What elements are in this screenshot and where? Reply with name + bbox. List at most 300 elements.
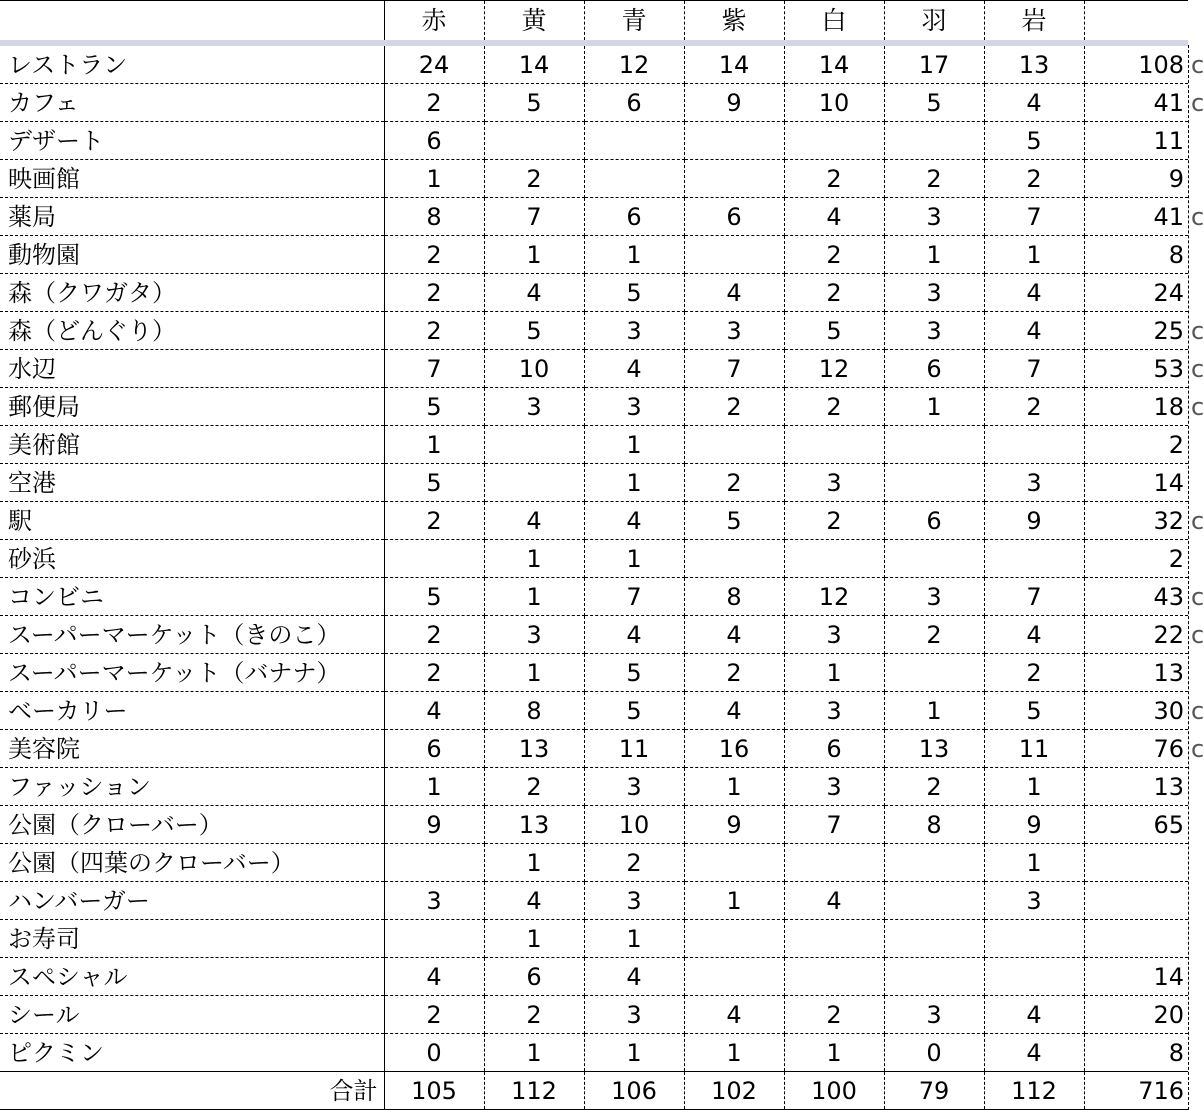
value-cell[interactable] xyxy=(584,160,684,198)
clipped-cell-text: c xyxy=(1191,735,1204,763)
value-cell[interactable]: 1 xyxy=(884,236,984,274)
value-cell[interactable]: 1 xyxy=(484,236,584,274)
value-cell[interactable]: 11 xyxy=(584,730,684,768)
row-total-cell[interactable]: 2 xyxy=(1084,540,1188,578)
clipped-cell-text: c xyxy=(1191,51,1204,79)
row-label-cell[interactable]: シール xyxy=(0,996,384,1034)
value-cell[interactable]: 1 xyxy=(884,692,984,730)
value-cell[interactable]: 2 xyxy=(984,160,1084,198)
row-total-cell[interactable]: 14 xyxy=(1084,464,1188,502)
row-total-cell[interactable]: 32 xyxy=(1084,502,1188,540)
row-total-cell[interactable] xyxy=(1084,844,1188,882)
value-cell[interactable]: 5 xyxy=(684,502,784,540)
row-label-cell[interactable]: コンビニ xyxy=(0,578,384,616)
value-cell[interactable]: 4 xyxy=(984,312,1084,350)
row-label-cell[interactable]: 動物園 xyxy=(0,236,384,274)
table-row xyxy=(0,84,1188,122)
value-cell[interactable]: 7 xyxy=(584,578,684,616)
header-row xyxy=(0,1,1188,41)
row-total-cell[interactable]: 43 xyxy=(1084,578,1188,616)
value-cell[interactable]: 5 xyxy=(584,274,684,312)
row-label-cell[interactable]: スーパーマーケット（きのこ） xyxy=(0,616,384,654)
clipped-cell-text: c xyxy=(1191,317,1204,345)
value-cell[interactable]: 1 xyxy=(384,768,484,806)
row-label-cell[interactable]: ハンバーガー xyxy=(0,882,384,920)
value-cell[interactable]: 6 xyxy=(584,84,684,122)
value-cell[interactable]: 2 xyxy=(484,768,584,806)
value-cell[interactable]: 1 xyxy=(584,426,684,464)
value-cell[interactable]: 1 xyxy=(984,236,1084,274)
value-cell[interactable]: 13 xyxy=(484,806,584,844)
value-cell[interactable]: 24 xyxy=(384,46,484,84)
value-cell[interactable] xyxy=(384,844,484,882)
value-cell[interactable] xyxy=(884,540,984,578)
value-cell[interactable] xyxy=(684,160,784,198)
value-cell[interactable]: 5 xyxy=(984,692,1084,730)
row-total-cell[interactable]: 41 xyxy=(1084,84,1188,122)
value-cell[interactable]: 12 xyxy=(784,350,884,388)
column-header-murasaki[interactable]: 紫 xyxy=(684,1,784,41)
value-cell[interactable]: 3 xyxy=(584,388,684,426)
table-row xyxy=(0,540,1188,578)
value-cell[interactable]: 2 xyxy=(384,502,484,540)
value-cell[interactable]: 9 xyxy=(984,502,1084,540)
value-cell[interactable]: 11 xyxy=(984,730,1084,768)
table-row xyxy=(0,654,1188,692)
value-cell[interactable]: 4 xyxy=(484,274,584,312)
value-cell[interactable]: 7 xyxy=(984,198,1084,236)
value-cell[interactable]: 2 xyxy=(984,654,1084,692)
column-header-hane[interactable]: 羽 xyxy=(884,1,984,41)
value-cell[interactable]: 4 xyxy=(384,692,484,730)
value-cell[interactable]: 2 xyxy=(784,996,884,1034)
value-cell[interactable]: 7 xyxy=(684,350,784,388)
value-cell[interactable]: 1 xyxy=(484,654,584,692)
value-cell[interactable]: 17 xyxy=(884,46,984,84)
value-cell[interactable]: 14 xyxy=(784,46,884,84)
value-cell[interactable]: 1 xyxy=(484,540,584,578)
value-cell[interactable]: 4 xyxy=(584,350,684,388)
value-cell[interactable]: 2 xyxy=(384,236,484,274)
value-cell[interactable]: 2 xyxy=(784,236,884,274)
column-header-ao[interactable]: 青 xyxy=(584,1,684,41)
value-cell[interactable]: 1 xyxy=(584,236,684,274)
value-cell[interactable]: 14 xyxy=(484,46,584,84)
column-header-total[interactable] xyxy=(1084,1,1188,41)
row-total-cell[interactable]: 108 xyxy=(1084,46,1188,84)
row-label-cell[interactable]: カフェ xyxy=(0,84,384,122)
value-cell[interactable]: 3 xyxy=(584,996,684,1034)
value-cell[interactable] xyxy=(684,958,784,996)
value-cell[interactable] xyxy=(684,844,784,882)
value-cell[interactable] xyxy=(884,844,984,882)
clipped-cell-text: c xyxy=(1191,203,1204,231)
row-total-cell[interactable]: 2 xyxy=(1084,426,1188,464)
row-label-cell[interactable]: スペシャル xyxy=(0,958,384,996)
value-cell[interactable]: 3 xyxy=(984,882,1084,920)
row-label-cell[interactable]: 郵便局 xyxy=(0,388,384,426)
value-cell[interactable]: 6 xyxy=(384,730,484,768)
value-cell[interactable]: 3 xyxy=(384,882,484,920)
column-header-ki[interactable]: 黄 xyxy=(484,1,584,41)
value-cell[interactable]: 1 xyxy=(784,654,884,692)
value-cell[interactable]: 4 xyxy=(584,502,684,540)
value-cell[interactable]: 4 xyxy=(784,198,884,236)
value-cell[interactable]: 1 xyxy=(584,540,684,578)
value-cell[interactable]: 1 xyxy=(884,388,984,426)
row-label-cell[interactable]: 公園（四葉のクローバー） xyxy=(0,844,384,882)
value-cell[interactable]: 5 xyxy=(484,84,584,122)
value-cell[interactable]: 2 xyxy=(384,84,484,122)
value-cell[interactable] xyxy=(684,236,784,274)
table-row xyxy=(0,426,1188,464)
value-cell[interactable]: 3 xyxy=(884,996,984,1034)
value-cell[interactable]: 6 xyxy=(784,730,884,768)
value-cell[interactable]: 2 xyxy=(684,388,784,426)
table-row xyxy=(0,1034,1188,1072)
row-label-cell[interactable]: 美術館 xyxy=(0,426,384,464)
value-cell[interactable]: 2 xyxy=(684,464,784,502)
value-cell[interactable]: 6 xyxy=(884,350,984,388)
value-cell[interactable]: 9 xyxy=(984,806,1084,844)
row-total-cell[interactable]: 13 xyxy=(1084,654,1188,692)
value-cell[interactable]: 4 xyxy=(384,958,484,996)
row-label-cell[interactable]: 薬局 xyxy=(0,198,384,236)
value-cell[interactable] xyxy=(984,958,1084,996)
value-cell[interactable]: 6 xyxy=(884,502,984,540)
row-label-cell[interactable]: 駅 xyxy=(0,502,384,540)
row-total-cell[interactable]: 8 xyxy=(1084,1034,1188,1072)
value-cell[interactable]: 1 xyxy=(784,1034,884,1072)
value-cell[interactable] xyxy=(784,958,884,996)
table-row xyxy=(0,844,1188,882)
value-cell[interactable] xyxy=(884,122,984,160)
value-cell[interactable]: 2 xyxy=(384,654,484,692)
value-cell[interactable]: 2 xyxy=(484,160,584,198)
value-cell[interactable]: 9 xyxy=(384,806,484,844)
value-cell[interactable]: 1 xyxy=(684,1034,784,1072)
row-label-cell[interactable]: 映画館 xyxy=(0,160,384,198)
row-label-cell[interactable]: ピクミン xyxy=(0,1034,384,1072)
value-cell[interactable]: 1 xyxy=(984,768,1084,806)
value-cell[interactable] xyxy=(684,920,784,958)
value-cell[interactable] xyxy=(384,920,484,958)
value-cell[interactable]: 5 xyxy=(384,464,484,502)
value-cell[interactable] xyxy=(984,426,1084,464)
value-cell[interactable]: 8 xyxy=(384,198,484,236)
sum-label-cell[interactable]: 合計 xyxy=(0,1072,384,1110)
value-cell[interactable]: 3 xyxy=(784,616,884,654)
row-total-cell[interactable]: 11 xyxy=(1084,122,1188,160)
value-cell[interactable] xyxy=(684,426,784,464)
column-header-label[interactable] xyxy=(0,1,384,41)
row-label-cell[interactable]: 公園（クローバー） xyxy=(0,806,384,844)
row-label-cell[interactable]: お寿司 xyxy=(0,920,384,958)
row-total-cell[interactable]: 13 xyxy=(1084,768,1188,806)
value-cell[interactable]: 4 xyxy=(584,616,684,654)
value-cell[interactable]: 4 xyxy=(684,996,784,1034)
value-cell[interactable]: 2 xyxy=(784,274,884,312)
value-cell[interactable]: 4 xyxy=(984,616,1084,654)
value-cell[interactable]: 6 xyxy=(384,122,484,160)
value-cell[interactable]: 9 xyxy=(684,806,784,844)
value-cell[interactable]: 8 xyxy=(484,692,584,730)
value-cell[interactable]: 3 xyxy=(784,692,884,730)
row-label-cell[interactable]: 砂浜 xyxy=(0,540,384,578)
table-row xyxy=(0,920,1188,958)
value-cell[interactable]: 13 xyxy=(984,46,1084,84)
row-total-cell[interactable]: 30 xyxy=(1084,692,1188,730)
value-cell[interactable]: 2 xyxy=(484,996,584,1034)
value-cell[interactable]: 8 xyxy=(684,578,784,616)
value-cell[interactable]: 3 xyxy=(484,616,584,654)
row-label-cell[interactable]: 水辺 xyxy=(0,350,384,388)
row-label-cell[interactable]: 空港 xyxy=(0,464,384,502)
value-cell[interactable]: 1 xyxy=(384,160,484,198)
value-cell[interactable]: 4 xyxy=(984,1034,1084,1072)
clipped-cell-text: c xyxy=(1191,507,1204,535)
row-label-cell[interactable]: 森（どんぐり） xyxy=(0,312,384,350)
value-cell[interactable] xyxy=(784,844,884,882)
value-cell[interactable]: 3 xyxy=(784,464,884,502)
value-cell[interactable]: 3 xyxy=(784,768,884,806)
sum-row xyxy=(0,1072,1188,1110)
value-cell[interactable]: 2 xyxy=(384,616,484,654)
value-cell[interactable]: 1 xyxy=(584,464,684,502)
row-total-cell[interactable]: 25 xyxy=(1084,312,1188,350)
value-cell[interactable]: 2 xyxy=(584,844,684,882)
value-cell[interactable]: 1 xyxy=(584,920,684,958)
row-total-cell[interactable]: 53 xyxy=(1084,350,1188,388)
value-cell[interactable]: 4 xyxy=(784,882,884,920)
value-cell[interactable] xyxy=(784,122,884,160)
value-cell[interactable]: 4 xyxy=(484,882,584,920)
table-row xyxy=(0,616,1188,654)
value-cell[interactable]: 5 xyxy=(584,692,684,730)
value-cell[interactable] xyxy=(484,122,584,160)
row-total-cell[interactable]: 20 xyxy=(1084,996,1188,1034)
value-cell[interactable]: 3 xyxy=(984,464,1084,502)
row-label-cell[interactable]: ファッション xyxy=(0,768,384,806)
row-label-cell[interactable]: 森（クワガタ） xyxy=(0,274,384,312)
value-cell[interactable]: 2 xyxy=(384,312,484,350)
value-cell[interactable]: 13 xyxy=(884,730,984,768)
table-row xyxy=(0,122,1188,160)
table-row xyxy=(0,350,1188,388)
value-cell[interactable] xyxy=(684,540,784,578)
row-total-cell[interactable] xyxy=(1084,882,1188,920)
table-row xyxy=(0,464,1188,502)
value-cell[interactable]: 5 xyxy=(384,388,484,426)
clipped-cell-text: c xyxy=(1191,697,1204,725)
value-cell[interactable] xyxy=(684,122,784,160)
value-cell[interactable]: 2 xyxy=(984,388,1084,426)
value-cell[interactable] xyxy=(784,920,884,958)
clipped-cell-text: c xyxy=(1191,583,1204,611)
value-cell[interactable]: 3 xyxy=(884,198,984,236)
table-row xyxy=(0,958,1188,996)
value-cell[interactable] xyxy=(584,122,684,160)
table-row xyxy=(0,388,1188,426)
value-cell[interactable]: 7 xyxy=(384,350,484,388)
table-row xyxy=(0,730,1188,768)
table-row xyxy=(0,236,1188,274)
value-cell[interactable] xyxy=(384,540,484,578)
value-cell[interactable] xyxy=(884,654,984,692)
value-cell[interactable]: 3 xyxy=(684,312,784,350)
value-cell[interactable] xyxy=(884,958,984,996)
row-total-cell[interactable]: 18 xyxy=(1084,388,1188,426)
value-cell[interactable]: 6 xyxy=(684,198,784,236)
value-cell[interactable]: 5 xyxy=(984,122,1084,160)
value-cell[interactable]: 7 xyxy=(984,578,1084,616)
row-total-cell[interactable]: 65 xyxy=(1084,806,1188,844)
table-row xyxy=(0,768,1188,806)
column-header-shiro[interactable]: 白 xyxy=(784,1,884,41)
value-cell[interactable]: 1 xyxy=(684,768,784,806)
value-cell[interactable]: 7 xyxy=(484,198,584,236)
value-cell[interactable] xyxy=(884,882,984,920)
clipped-next-column xyxy=(1188,45,1204,1110)
value-cell[interactable]: 2 xyxy=(884,160,984,198)
value-cell[interactable]: 1 xyxy=(484,1034,584,1072)
value-cell[interactable] xyxy=(484,426,584,464)
value-cell[interactable] xyxy=(884,920,984,958)
value-cell[interactable]: 10 xyxy=(484,350,584,388)
value-cell[interactable]: 5 xyxy=(584,654,684,692)
table-row xyxy=(0,692,1188,730)
sum-value-cell[interactable]: 102 xyxy=(684,1072,784,1110)
table-row xyxy=(0,996,1188,1034)
value-cell[interactable]: 10 xyxy=(784,84,884,122)
value-cell[interactable]: 4 xyxy=(584,958,684,996)
row-total-cell[interactable]: 76 xyxy=(1084,730,1188,768)
sum-value-cell[interactable]: 105 xyxy=(384,1072,484,1110)
clipped-cell-text: c xyxy=(1191,393,1204,421)
table-row xyxy=(0,312,1188,350)
table-row xyxy=(0,160,1188,198)
value-cell[interactable]: 12 xyxy=(784,578,884,616)
grand-total-cell[interactable]: 716 xyxy=(1084,1072,1188,1110)
row-label-cell[interactable]: スーパーマーケット（バナナ） xyxy=(0,654,384,692)
sum-value-cell[interactable]: 112 xyxy=(984,1072,1084,1110)
value-cell[interactable] xyxy=(484,464,584,502)
clipped-cell-text: c xyxy=(1191,89,1204,117)
table-row xyxy=(0,46,1188,84)
sum-value-cell[interactable]: 100 xyxy=(784,1072,884,1110)
value-cell[interactable]: 5 xyxy=(484,312,584,350)
value-cell[interactable]: 6 xyxy=(484,958,584,996)
row-total-cell[interactable]: 41 xyxy=(1084,198,1188,236)
value-cell[interactable]: 3 xyxy=(884,312,984,350)
value-cell[interactable]: 5 xyxy=(784,312,884,350)
table-row xyxy=(0,274,1188,312)
row-label-cell[interactable]: ベーカリー xyxy=(0,692,384,730)
value-cell[interactable]: 1 xyxy=(684,882,784,920)
value-cell[interactable]: 5 xyxy=(384,578,484,616)
value-cell[interactable]: 1 xyxy=(984,844,1084,882)
row-total-cell[interactable]: 24 xyxy=(1084,274,1188,312)
value-cell[interactable]: 12 xyxy=(584,46,684,84)
value-cell[interactable]: 1 xyxy=(484,578,584,616)
value-cell[interactable]: 2 xyxy=(384,274,484,312)
value-cell[interactable]: 10 xyxy=(584,806,684,844)
value-cell[interactable]: 8 xyxy=(884,806,984,844)
row-total-cell[interactable]: 22 xyxy=(1084,616,1188,654)
row-label-cell[interactable]: デザート xyxy=(0,122,384,160)
table-row xyxy=(0,198,1188,236)
value-cell[interactable]: 3 xyxy=(884,274,984,312)
row-total-cell[interactable]: 8 xyxy=(1084,236,1188,274)
row-total-cell[interactable]: 9 xyxy=(1084,160,1188,198)
value-cell[interactable]: 4 xyxy=(684,616,784,654)
value-cell[interactable]: 2 xyxy=(384,996,484,1034)
value-cell[interactable]: 2 xyxy=(684,654,784,692)
row-total-cell[interactable] xyxy=(1084,920,1188,958)
value-cell[interactable] xyxy=(884,426,984,464)
value-cell[interactable]: 3 xyxy=(584,312,684,350)
row-label-cell[interactable]: レストラン xyxy=(0,46,384,84)
value-cell[interactable]: 3 xyxy=(884,578,984,616)
clipped-cell-text: c xyxy=(1191,355,1204,383)
value-cell[interactable] xyxy=(784,426,884,464)
value-cell[interactable]: 3 xyxy=(584,882,684,920)
column-header-iwa[interactable]: 岩 xyxy=(984,1,1084,41)
sum-value-cell[interactable]: 106 xyxy=(584,1072,684,1110)
value-cell[interactable]: 2 xyxy=(884,768,984,806)
clipped-cell-text: c xyxy=(1191,621,1204,649)
value-cell[interactable]: 2 xyxy=(784,388,884,426)
value-cell[interactable]: 4 xyxy=(984,274,1084,312)
sum-value-cell[interactable]: 79 xyxy=(884,1072,984,1110)
value-cell[interactable]: 4 xyxy=(984,996,1084,1034)
value-cell[interactable] xyxy=(984,540,1084,578)
value-cell[interactable]: 0 xyxy=(884,1034,984,1072)
value-cell[interactable]: 1 xyxy=(484,920,584,958)
value-cell[interactable] xyxy=(784,540,884,578)
value-cell[interactable]: 7 xyxy=(784,806,884,844)
value-cell[interactable]: 1 xyxy=(484,844,584,882)
value-cell[interactable]: 5 xyxy=(884,84,984,122)
value-cell[interactable]: 14 xyxy=(684,46,784,84)
value-cell[interactable]: 7 xyxy=(984,350,1084,388)
column-header-aka[interactable]: 赤 xyxy=(384,1,484,41)
table-row xyxy=(0,882,1188,920)
value-cell[interactable]: 1 xyxy=(584,1034,684,1072)
row-total-cell[interactable]: 14 xyxy=(1084,958,1188,996)
value-cell[interactable]: 4 xyxy=(484,502,584,540)
value-cell[interactable]: 9 xyxy=(684,84,784,122)
value-cell[interactable]: 13 xyxy=(484,730,584,768)
row-label-cell[interactable]: 美容院 xyxy=(0,730,384,768)
value-cell[interactable]: 4 xyxy=(984,84,1084,122)
value-cell[interactable]: 4 xyxy=(684,274,784,312)
value-cell[interactable]: 3 xyxy=(584,768,684,806)
value-cell[interactable]: 0 xyxy=(384,1034,484,1072)
value-cell[interactable]: 6 xyxy=(584,198,684,236)
value-cell[interactable]: 4 xyxy=(684,692,784,730)
value-cell[interactable]: 3 xyxy=(484,388,584,426)
value-cell[interactable] xyxy=(884,464,984,502)
value-cell[interactable]: 16 xyxy=(684,730,784,768)
value-cell[interactable]: 2 xyxy=(784,502,884,540)
sum-value-cell[interactable]: 112 xyxy=(484,1072,584,1110)
value-cell[interactable]: 2 xyxy=(884,616,984,654)
value-cell[interactable]: 2 xyxy=(784,160,884,198)
table-row xyxy=(0,502,1188,540)
value-cell[interactable]: 1 xyxy=(384,426,484,464)
value-cell[interactable] xyxy=(984,920,1084,958)
